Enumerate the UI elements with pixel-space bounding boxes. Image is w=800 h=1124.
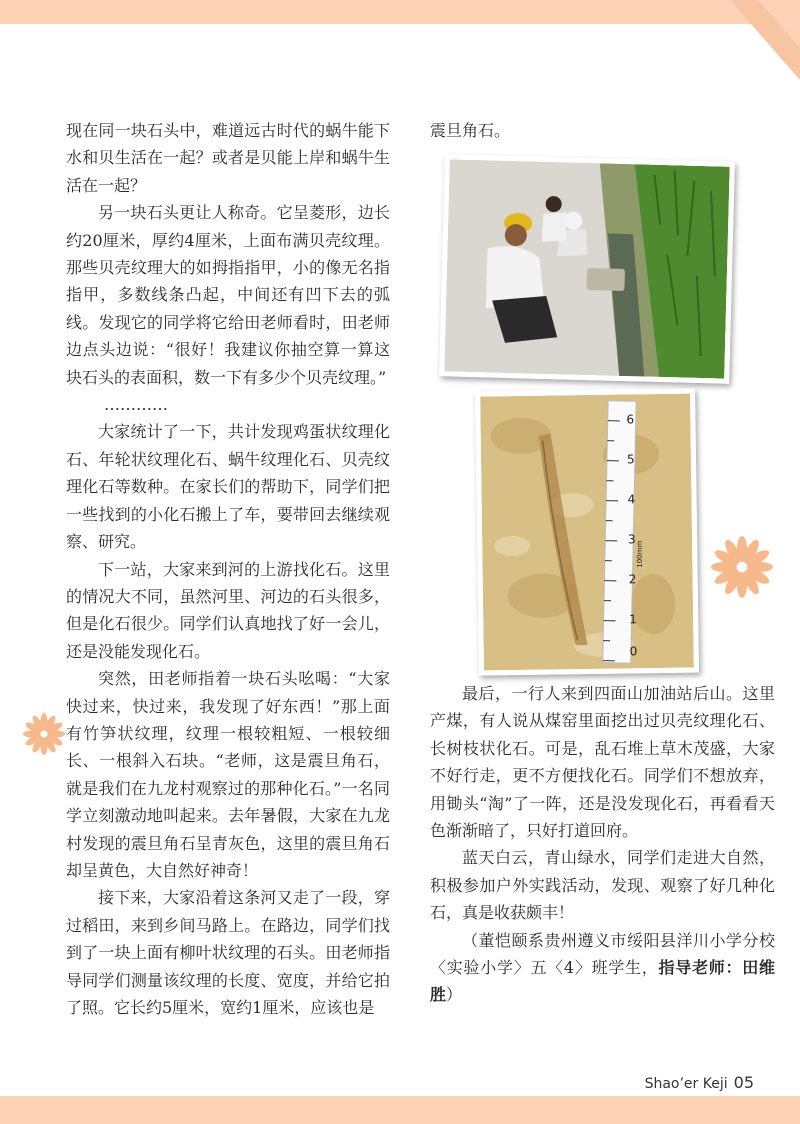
paragraph: 最后，一行人来到四面山加油站后山。这里产煤，有人说从煤窑里面挖出过贝壳纹理化石、长树枝状化石。可是，乱石堆上草木茂盛，大家不好行走，更不方便找化石。同学们不想放弃，用锄头“淘”了一阵，还是没发现化石，再看看天色渐渐暗了，只好打道回府。 — [430, 684, 775, 841]
page-number: 05 — [733, 1073, 754, 1092]
students-photo — [439, 154, 735, 384]
flower-icon — [710, 535, 774, 599]
page-footer — [645, 1073, 754, 1092]
ruler-number: 3 — [628, 532, 636, 547]
advisor-info: 指导老师：田维胜 — [430, 958, 775, 1005]
ruler-labels — [622, 400, 646, 662]
ruler-number: 0 — [629, 644, 638, 659]
right-top-text — [430, 117, 770, 144]
fossil-with-ruler-photo — [475, 388, 699, 675]
bottom-decorative-band — [0, 1096, 800, 1124]
paragraph: 大家统计了一下，共计发现鸡蛋状纹理化石、年轮状纹理化石、蜗牛纹理化石、贝壳纹理化石等数种。在家长们的帮助下，同学们把一些找到的小化石搬上了车，要带回去继续观察、研究。 — [66, 422, 390, 552]
ruler-number: 2 — [628, 572, 637, 587]
flower-icon — [22, 712, 66, 756]
paragraph: 下一站，大家来到河的上游找化石。这里的情况大不同，虽然河里、河边的石头很多，但是化石很少。同学们认真地找了好一会儿，还是没能发现化石。 — [66, 559, 390, 661]
left-text-column — [66, 117, 390, 1021]
right-text-column — [430, 680, 775, 1009]
author-info: （董恺颐系贵州遵义市绥阳县洋川小学分校〈实验小学〉五〈4〉班学生， — [430, 930, 775, 978]
paragraph: 现在同一块石头中，难道远古时代的蜗牛能下水和贝生活在一起？或者是贝能上岸和蜗牛生活在一起？ — [66, 121, 390, 195]
byline-close: ） — [446, 985, 463, 1005]
paragraph: 震旦角石。 — [430, 121, 511, 140]
ellipsis-divider: ………… — [104, 395, 168, 415]
paragraph: 接下来，大家沿着这条河又走了一段，穿过稻田，来到乡间马路上。在路边，同学们找到了一块上面有柳叶状纹理的石头。田老师指导同学们测量该纹理的长度、宽度，并给它拍了照。它长约5厘米，宽约1厘米，应该也是 — [66, 888, 390, 1017]
ruler-unit-mark: 100mm — [635, 540, 645, 568]
ruler-number: 1 — [629, 612, 637, 627]
ruler-number: 4 — [627, 492, 636, 507]
top-decorative-band — [0, 0, 800, 24]
paragraph: 蓝天白云，青山绿水，同学们走进大自然，积极参加户外实践活动，发现、观察了好几种化石，真是收获颇丰！ — [430, 848, 775, 923]
paragraph: 突然，田老师指着一块石头吆喝：“大家快过来，快过来，我发现了好东西！”那上面有竹笋状纹理，纹理一根较粗短、一根较细长、一根斜入石块。“老师，这是震旦角石，就是我们在九龙村观察过的那种化石。”一名同学立刻激动地叫起来。去年暑假，大家在九龙村发现的震旦角石呈青灰色，这里的震旦角石却呈黄色，大自然好神奇！ — [66, 669, 390, 880]
magazine-name: Shao’er Keji — [644, 1076, 728, 1092]
corner-fold-decoration — [730, 0, 800, 80]
ruler-number: 6 — [626, 412, 635, 427]
ruler-number: 5 — [626, 452, 635, 467]
paragraph: 另一块石头更让人称奇。它呈菱形，边长约20厘米，厚约4厘米，上面布满贝壳纹理。那些贝壳纹理大的如拇指指甲，小的像无名指指甲，多数线条凸起，中间还有凹下去的弧线。发现它的同学将它给田老师看时，田老师边点头边说：“很好！我建议你抽空算一算这块石头的表面积，数一下有多少个贝壳纹理。” — [66, 203, 390, 387]
author-byline — [430, 927, 775, 1009]
